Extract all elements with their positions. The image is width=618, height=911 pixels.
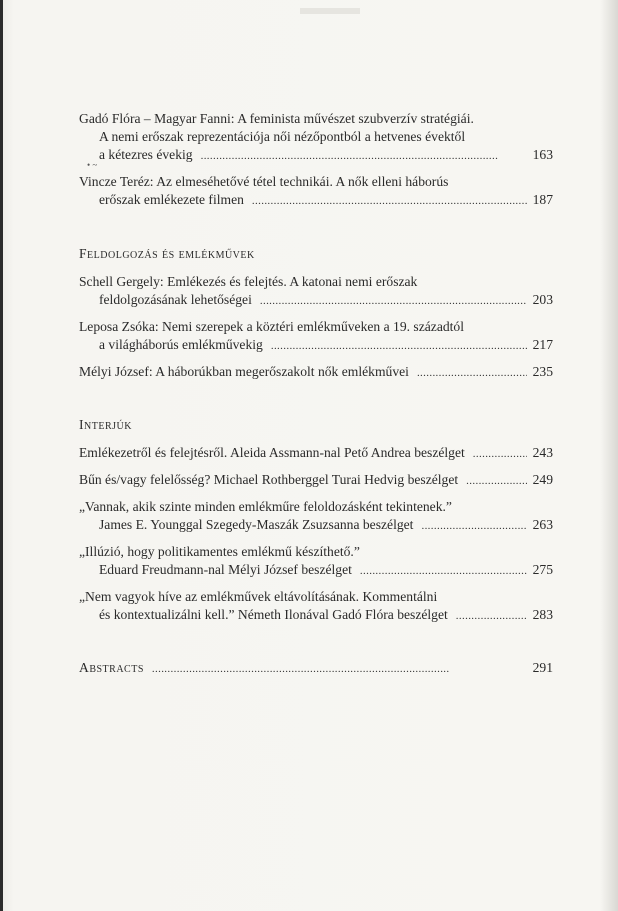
entry-title-line: Bűn és/vagy felelősség? Michael Rothberggel Turai Hedvig beszélget [79, 472, 459, 487]
entry-last-line [79, 471, 553, 490]
page-number: 249 [532, 472, 553, 487]
entry-last-line [79, 291, 553, 310]
dot-leader [466, 471, 526, 490]
entry-title-line: Leposa Zsóka: Nemi szerepek a köztéri emlékműveken a 19. századtól [79, 319, 464, 334]
entry-title-line: a világháborús emlékművekig [99, 337, 263, 352]
page-number: 291 [532, 660, 553, 675]
entry-last-line [79, 363, 553, 382]
entry-title-line: Schell Gergely: Emlékezés és felejtés. A katonai nemi erőszak [79, 274, 418, 289]
section-heading-interjuk: Interjúk [79, 417, 132, 432]
entry-title-line: Mélyi József: A háborúkban megerőszakolt nők emlékművei [79, 364, 409, 379]
toc-entry-assmann[interactable] [79, 444, 553, 463]
entry-last-line [79, 516, 553, 535]
entry-title-line: Emlékezetről és felejtésről. Aleida Assmann-nal Pető Andrea beszélget [79, 445, 465, 460]
entry-title-line: „Illúzió, hogy politikamentes emlékmű készíthető.” [79, 544, 360, 559]
entry-title-line: feldolgozásának lehetőségei [99, 292, 252, 307]
dot-leader [456, 606, 527, 625]
page-number: 263 [532, 517, 553, 532]
entry-last-line [79, 659, 553, 678]
stray-pen-mark: • ~ [87, 160, 98, 170]
toc-entry-abstracts[interactable] [79, 659, 553, 678]
page-number: 217 [532, 337, 553, 352]
dot-leader [473, 444, 527, 463]
dot-leader [360, 561, 527, 580]
toc-entry-young[interactable] [79, 498, 553, 535]
dot-leader [201, 146, 527, 165]
entry-last-line [79, 561, 553, 580]
entry-title-line: és kontextualizálni kell.” Németh Ilonával Gadó Flóra beszélget [99, 607, 448, 622]
page-number: 235 [532, 364, 553, 379]
toc-entry-freudmann[interactable] [79, 543, 553, 580]
dot-leader [260, 291, 527, 310]
entry-title-line: James E. Younggal Szegedy-Maszák Zsuzsanna beszélget [99, 517, 414, 532]
dot-leader [271, 336, 527, 355]
entry-title-line: „Nem vagyok híve az emlékművek eltávolításának. Kommentálni [79, 589, 438, 604]
entry-title-line: „Vannak, akik szinte minden emlékműre feloldozásként tekintenek.” [79, 499, 452, 514]
page-number: 187 [532, 192, 553, 207]
page-number: 283 [532, 607, 553, 622]
dot-leader [417, 363, 527, 382]
page-number: 243 [532, 445, 553, 460]
page-number: 275 [532, 562, 553, 577]
dot-leader [152, 659, 527, 678]
toc-entry-gado-magyar[interactable] [79, 110, 553, 165]
entry-title-line: erőszak emlékezete filmen [99, 192, 244, 207]
dot-leader [421, 516, 526, 535]
toc-entry-melyi[interactable] [79, 363, 553, 382]
toc-entry-leposa[interactable] [79, 318, 553, 355]
dot-leader [252, 191, 527, 210]
entry-title-line: Gadó Flóra – Magyar Fanni: A feminista művészet szubverzív stratégiái. [79, 111, 474, 126]
toc-entry-rothberg[interactable] [79, 471, 553, 490]
section-heading-feldolgozas: Feldolgozás és emlékművek [79, 246, 255, 261]
entry-last-line [79, 146, 553, 165]
entry-title-line: Vincze Teréz: Az elmeséhetővé tétel technikái. A nők elleni háborús [79, 174, 449, 189]
entry-title-line: Eduard Freudmann-nal Mélyi József beszélget [99, 562, 352, 577]
toc-entry-schell[interactable] [79, 273, 553, 310]
toc-entry-nemeth[interactable] [79, 588, 553, 625]
abstracts-label: Abstracts [79, 660, 144, 675]
scan-artifact [300, 8, 360, 14]
entry-last-line [79, 606, 553, 625]
page-number: 163 [532, 147, 553, 162]
entry-last-line [79, 191, 553, 210]
entry-title-line: a kétezres évekig [99, 147, 193, 162]
page-number: 203 [532, 292, 553, 307]
entry-last-line [79, 444, 553, 463]
entry-title-line: A nemi erőszak reprezentációja női nézőpontból a hetvenes évektől [99, 129, 466, 144]
toc-entry-vincze[interactable] [79, 173, 553, 210]
table-of-contents [79, 110, 553, 678]
entry-last-line [79, 336, 553, 355]
